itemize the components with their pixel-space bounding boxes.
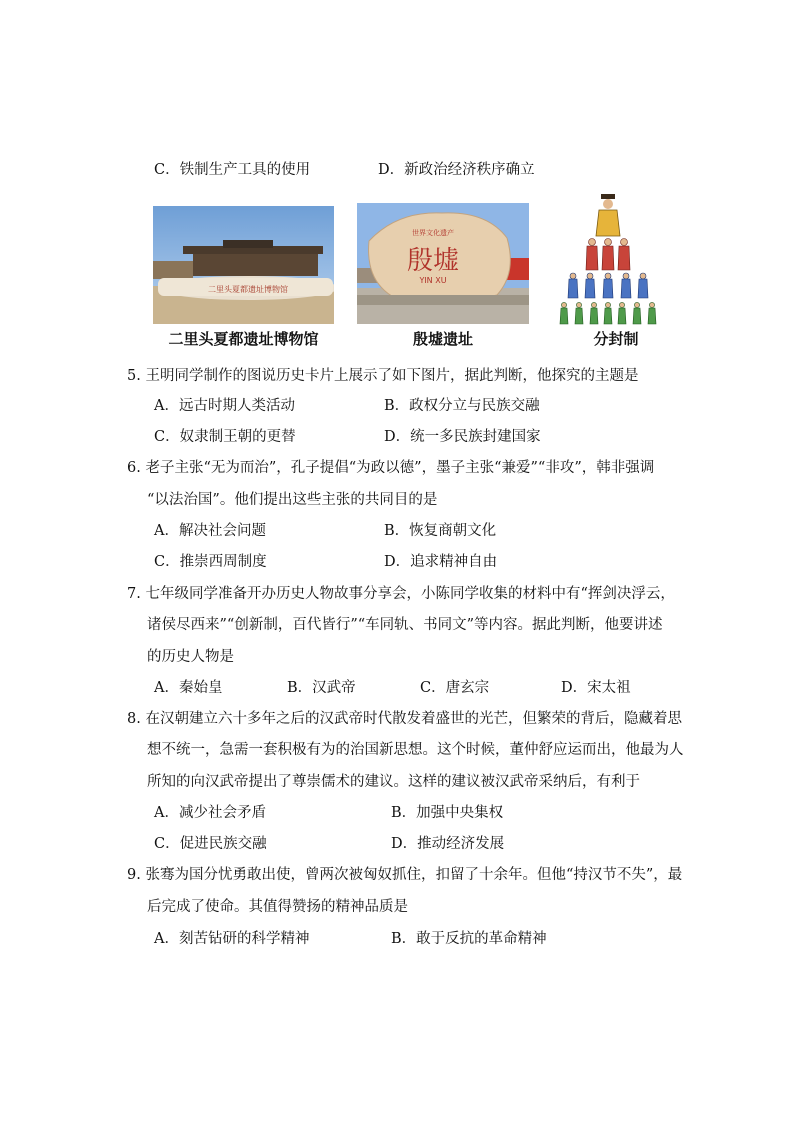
question-5-option-b: B．政权分立与民族交融 (384, 398, 540, 414)
question-8-option-a: A．减少社会矛盾 (154, 805, 266, 821)
question-6-option-b: B．恢复商朝文化 (384, 523, 497, 539)
museum-caption: 二里头夏都遗址博物馆 (168, 330, 319, 348)
question-8-text-line-1: 8. 在汉朝建立六十多年之后的汉武帝时代散发着盛世的光芒，但繁荣的背后，隐藏着思 (127, 711, 682, 727)
question-9-text-line-1: 9. 张骞为国分忧勇敢出使，曾两次被匈奴抓住，扣留了十余年。但他“持汉节不失”，最 (127, 867, 683, 883)
question-5-text: 5. 王明同学制作的图说历史卡片上展示了如下图片，据此判断，他探究的主题是 (127, 368, 639, 384)
shi-row-green (560, 302, 656, 324)
question-6-option-c: C．推崇西周制度 (154, 554, 267, 570)
question-7-text-line-1: 7. 七年级同学准备开办历史人物故事分享会，小陈同学收集的材料中有“挥剑决浮云， (127, 586, 675, 602)
yinxu-stone-illustration (357, 203, 529, 324)
question-6-option-d: D．追求精神自由 (384, 554, 498, 570)
yinxu-photo (357, 203, 529, 324)
yinxu-heritage-text: 世界文化遗产 (412, 229, 454, 237)
erlitou-museum-photo (153, 206, 334, 324)
erlitou-museum-illustration (153, 206, 334, 324)
museum-sign-text: 二里头夏都遗址博物馆 (208, 285, 288, 294)
question-8-option-d: D．推动经济发展 (391, 836, 505, 852)
yinxu-caption: 殷墟遗址 (412, 330, 473, 348)
vassal-row-red (586, 239, 630, 271)
question-8-option-c: C．促进民族交融 (154, 836, 267, 852)
king-figure (596, 194, 620, 236)
question-7-option-b: B．汉武帝 (287, 680, 356, 696)
question-9-text-line-2: 后完成了使命。其值得赞扬的精神品质是 (147, 899, 408, 915)
question-7-option-c: C．唐玄宗 (420, 680, 490, 696)
question-7-option-d: D．宋太祖 (561, 680, 631, 696)
question-7-text-line-2: 诸侯尽西来”“创新制，百代皆行”“车同轨、书同文”等内容。据此判断，他要讲述 (147, 617, 663, 633)
yinxu-pinyin-text: YIN XU (419, 276, 447, 285)
question-7-option-a: A．秦始皇 (154, 680, 223, 696)
fengjian-caption: 分封制 (593, 330, 639, 348)
yinxu-big-text: 殷墟 (406, 246, 460, 276)
question-8-option-b: B．加强中央集权 (391, 805, 504, 821)
question-7-text-line-3: 的历史人物是 (147, 649, 234, 665)
question-5-option-a: A．远古时期人类活动 (154, 398, 295, 414)
option-d-previous: D．新政治经济秩序确立 (378, 162, 535, 178)
question-5-option-d: D．统一多民族封建国家 (384, 429, 541, 445)
minister-row-blue (568, 273, 648, 298)
question-6-text-line-2: “以法治国”。他们提出这些主张的共同目的是 (147, 492, 438, 508)
fengjian-pyramid-image (556, 192, 668, 326)
question-8-text-line-3: 所知的向汉武帝提出了尊崇儒术的建议。这样的建议被汉武帝采纳后，有利于 (147, 774, 640, 790)
question-6-text-line-1: 6. 老子主张“无为而治”，孔子提倡“为政以德”，墨子主张“兼爱”“非攻”，韩非强调 (127, 460, 655, 476)
fengjian-pyramid-illustration (556, 192, 668, 326)
question-9-option-a: A．刻苦钻研的科学精神 (154, 931, 310, 947)
question-8-text-line-2: 想不统一，急需一套积极有为的治国新思想。这个时候，董仲舒应运而出，他最为人 (147, 742, 684, 758)
option-c-previous: C．铁制生产工具的使用 (154, 162, 311, 178)
question-5-option-c: C．奴隶制王朝的更替 (154, 429, 296, 445)
question-9-option-b: B．敢于反抗的革命精神 (391, 931, 547, 947)
question-6-option-a: A．解决社会问题 (154, 523, 266, 539)
